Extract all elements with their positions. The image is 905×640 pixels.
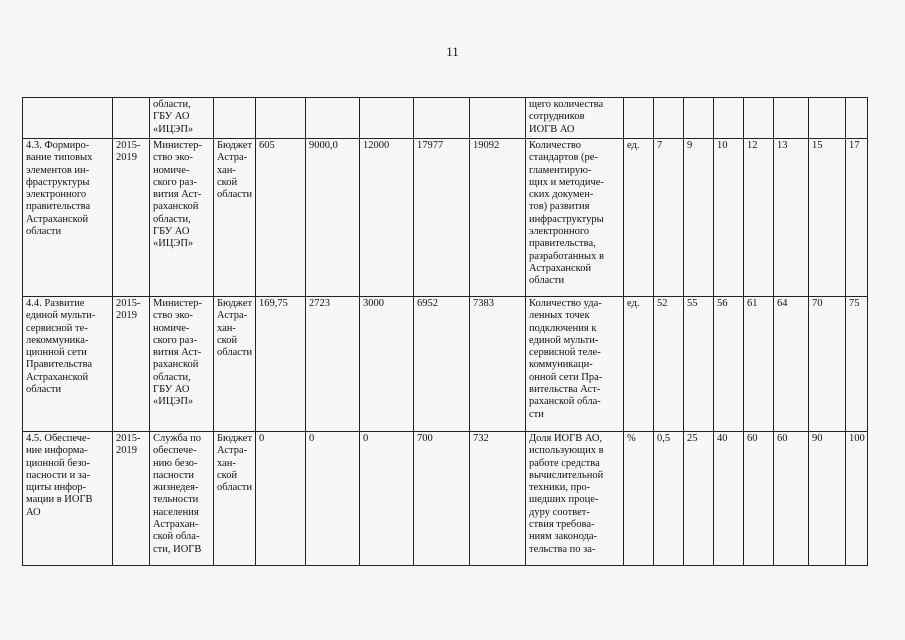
target-cell — [684, 98, 714, 139]
cost-cell: 2723 — [306, 297, 360, 432]
funding-source-cell: Бюджет Астра- хан- ской области — [214, 139, 256, 297]
target-cell: 10 — [714, 139, 744, 297]
funding-source-cell — [214, 98, 256, 139]
executor-cell: Служба по обеспече- нию безо- пасности жизнедея- тельности населения Астрахан- ской обла- сти, ИОГВ — [150, 432, 214, 566]
target-cell — [744, 98, 774, 139]
cost-cell: 19092 — [470, 139, 526, 297]
cost-cell: 0 — [360, 432, 414, 566]
target-cell: 40 — [714, 432, 744, 566]
target-cell: 56 — [714, 297, 744, 432]
target-cell: 12 — [744, 139, 774, 297]
target-cell: 75 — [846, 297, 868, 432]
unit-cell: % — [624, 432, 654, 566]
target-cell: 64 — [774, 297, 809, 432]
cost-cell: 0 — [306, 432, 360, 566]
target-cell: 7 — [654, 139, 684, 297]
cost-cell: 6952 — [414, 297, 470, 432]
measure-name-cell: 4.3. Формиро- вание типовых элементов ин- фраструктуры электронного правительства Астраханской области — [23, 139, 113, 297]
table-row — [23, 297, 868, 432]
table-row — [23, 432, 868, 566]
cost-cell — [414, 98, 470, 139]
target-cell: 90 — [809, 432, 846, 566]
target-cell: 55 — [684, 297, 714, 432]
cost-cell: 3000 — [360, 297, 414, 432]
cost-cell: 732 — [470, 432, 526, 566]
program-measures-table — [22, 97, 868, 566]
indicator-cell: Количество стандартов (ре- гламентирую- щих и методиче- ских докумен- тов) развития инфраструктуры электронного правительства, разработанных в Астраханской области — [526, 139, 624, 297]
target-cell: 61 — [744, 297, 774, 432]
cost-cell: 9000,0 — [306, 139, 360, 297]
target-cell: 100 — [846, 432, 868, 566]
cost-cell — [306, 98, 360, 139]
cost-cell: 700 — [414, 432, 470, 566]
cost-cell: 12000 — [360, 139, 414, 297]
target-cell — [846, 98, 868, 139]
target-cell: 25 — [684, 432, 714, 566]
years-cell: 2015- 2019 — [113, 139, 150, 297]
measure-name-cell: 4.4. Развитие единой мульти- сервисной те- лекоммуника- ционной сети Правительства Астраханской области — [23, 297, 113, 432]
unit-cell: ед. — [624, 139, 654, 297]
table-row — [23, 139, 868, 297]
cost-cell — [360, 98, 414, 139]
target-cell: 52 — [654, 297, 684, 432]
executor-cell: Министер- ство эко- номиче- ского раз- вития Аст- раханской области, ГБУ АО «ИЦЭП» — [150, 139, 214, 297]
executor-cell: области, ГБУ АО «ИЦЭП» — [150, 98, 214, 139]
target-cell: 70 — [809, 297, 846, 432]
target-cell: 17 — [846, 139, 868, 297]
measure-name-cell: 4.5. Обеспече- ние информа- ционной безо- пасности и за- щиты инфор- мации в ИОГВ АО — [23, 432, 113, 566]
target-cell — [654, 98, 684, 139]
unit-cell — [624, 98, 654, 139]
target-cell — [714, 98, 744, 139]
target-cell: 60 — [774, 432, 809, 566]
indicator-cell: Количество уда- ленных точек подключения к единой мульти- сервисной теле- коммуникаци- онной сети Пра- вительства Аст- раханской обла- сти — [526, 297, 624, 432]
cost-cell: 0 — [256, 432, 306, 566]
cost-cell: 7383 — [470, 297, 526, 432]
target-cell: 13 — [774, 139, 809, 297]
target-cell: 60 — [744, 432, 774, 566]
page-number: 11 — [446, 44, 459, 59]
cost-cell: 169,75 — [256, 297, 306, 432]
years-cell: 2015- 2019 — [113, 432, 150, 566]
measure-name-cell — [23, 98, 113, 139]
funding-source-cell: Бюджет Астра- хан- ской области — [214, 297, 256, 432]
target-cell — [774, 98, 809, 139]
target-cell: 15 — [809, 139, 846, 297]
funding-source-cell: Бюджет Астра- хан- ской области — [214, 432, 256, 566]
cost-cell: 605 — [256, 139, 306, 297]
cost-cell — [470, 98, 526, 139]
table-row — [23, 98, 868, 139]
cost-cell: 17977 — [414, 139, 470, 297]
executor-cell: Министер- ство эко- номиче- ского раз- вития Аст- раханской области, ГБУ АО «ИЦЭП» — [150, 297, 214, 432]
target-cell: 0,5 — [654, 432, 684, 566]
years-cell: 2015- 2019 — [113, 297, 150, 432]
cost-cell — [256, 98, 306, 139]
indicator-cell: Доля ИОГВ АО, использующих в работе средства вычислительной техники, про- шедших проце- дуру соответ- ствия требова- ниям законода- тельства по за- — [526, 432, 624, 566]
target-cell — [809, 98, 846, 139]
indicator-cell: щего количества сотрудников ИОГВ АО — [526, 98, 624, 139]
years-cell — [113, 98, 150, 139]
unit-cell: ед. — [624, 297, 654, 432]
target-cell: 9 — [684, 139, 714, 297]
